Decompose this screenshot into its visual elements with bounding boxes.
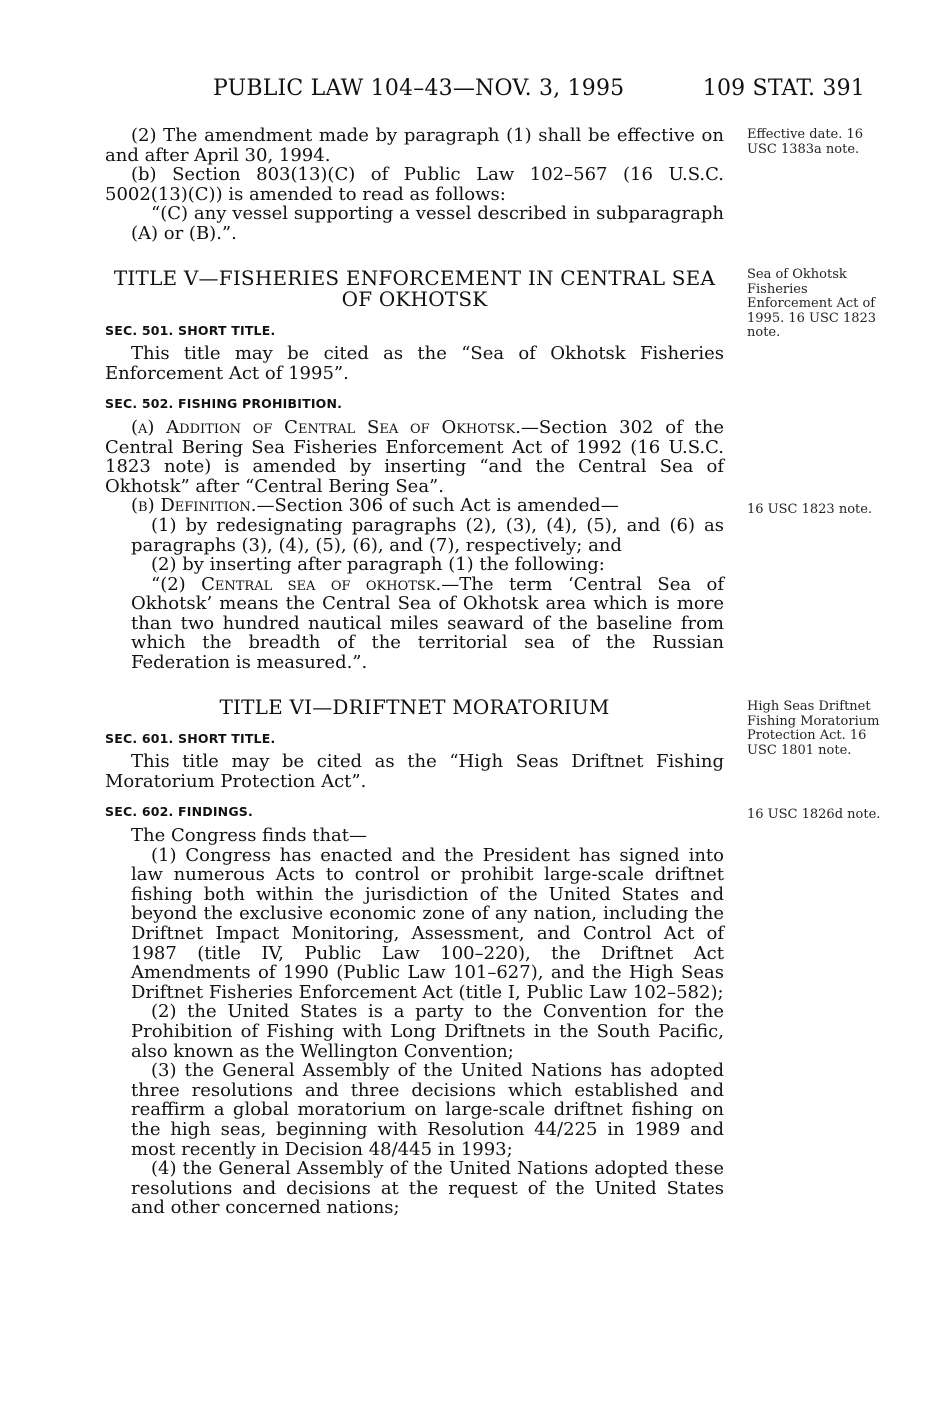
paragraph: (2) by inserting after paragraph (1) the following:	[151, 554, 605, 576]
paragraph	[105, 496, 724, 516]
margin-note: 16 USC 1823 note.	[747, 502, 873, 517]
paragraph	[105, 418, 724, 496]
paragraph: (2) The amendment made by paragraph (1) shall be effective on and after April 30, 1994.	[105, 125, 724, 166]
title-v-heading: TITLE V—FISHERIES ENFORCEMENT IN CENTRAL SEA OF OKHOTSK	[113, 265, 716, 311]
paragraph: This title may be cited as the “Sea of Okhotsk Fisheries Enforcement Act of 1995”.	[105, 343, 724, 384]
section-502-heading: SEC. 502. FISHING PROHIBITION.	[105, 396, 343, 412]
main-text	[105, 126, 724, 1218]
subsection-heading: (a) Addition of Central Sea of Okhotsk.	[131, 416, 521, 438]
header-title: PUBLIC LAW 104–43—NOV. 3, 1995	[213, 76, 625, 101]
quoted-paragraph: “(C) any vessel supporting a vessel described in subparagraph (A) or (B).”.	[131, 203, 724, 244]
margin-note: Effective date. 16 USC 1383a note.	[747, 127, 864, 157]
section-602-heading: SEC. 602. FINDINGS.	[105, 804, 253, 820]
section-601-heading: SEC. 601. SHORT TITLE.	[105, 730, 276, 746]
subsection-heading: “(2) Central sea of okhotsk.	[151, 573, 442, 595]
subsection-text: —Section 302 of the Central Bering Sea Fisheries Enforcement Act of 1992 (16 U.S.C. 1823 note) is amended by inserting “and the Central Sea of Okhotsk” after “Central Bering Sea”.	[105, 416, 724, 497]
subsection-text: —The term ‘Central Sea of Okhotsk’ means the Central Sea of Okhotsk area which is more than two hundred nautical miles seaward of the baseline from which the breadth of the territorial sea of the Russian Federation is measured.”.	[131, 573, 724, 674]
margin-note: Sea of Okhotsk Fisheries Enforcement Act of 1995. 16 USC 1823 note.	[747, 267, 877, 340]
page-header	[213, 76, 865, 106]
subsection-text: —Section 306 of such Act is amended—	[256, 495, 619, 517]
title-vi-heading: TITLE VI—DRIFTNET MORATORIUM	[219, 694, 610, 719]
margin-note: 16 USC 1826d note.	[747, 807, 881, 822]
finding-item: (1) Congress has enacted and the President has signed into law numerous Acts to control or prohibit large-scale driftnet fishing both within the jurisdiction of the United States and beyond the exclusive economic zone of any nation, including the Driftnet Impact Monitoring, Assessment, and Control Act of 1987 (title IV, Public Law 100–220), the Driftnet Act Amendments of 1990 (Public Law 101–627), and the High Seas Driftnet Fisheries Enforcement Act (title I, Public Law 102–582);	[131, 844, 724, 1003]
subsection-heading: (b) Definition.	[131, 495, 257, 517]
paragraph: The Congress finds that—	[131, 825, 368, 847]
paragraph: (1) by redesignating paragraphs (2), (3), (4), (5), and (6) as paragraphs (3), (4), (5), (6), and (7), respectively; and	[131, 514, 724, 556]
header-page-number: 109 STAT. 391	[702, 76, 865, 101]
finding-item: (3) the General Assembly of the United Nations has adopted three resolutions and three decisions which established and reaffirm a global moratorium on large-scale driftnet fishing on the high seas, beginning with Resolution 44/225 in 1989 and most recently in Decision 48/445 in 1993;	[131, 1060, 724, 1160]
paragraph: This title may be cited as the “High Seas Driftnet Fishing Moratorium Protection Act”.	[105, 751, 724, 792]
finding-item: (2) the United States is a party to the Convention for the Prohibition of Fishing with Long Driftnets in the South Pacific, also known as the Wellington Convention;	[131, 1001, 724, 1062]
paragraph: (b) Section 803(13)(C) of Public Law 102–567 (16 U.S.C. 5002(13)(C)) is amended to read as follows:	[105, 164, 724, 205]
quoted-paragraph	[105, 575, 724, 673]
section-501-heading: SEC. 501. SHORT TITLE.	[105, 322, 276, 338]
finding-item: (4) the General Assembly of the United Nations adopted these resolutions and decisions at the request of the United States and other concerned nations;	[131, 1158, 724, 1219]
margin-note: High Seas Driftnet Fishing Moratorium Protection Act. 16 USC 1801 note.	[747, 699, 880, 758]
